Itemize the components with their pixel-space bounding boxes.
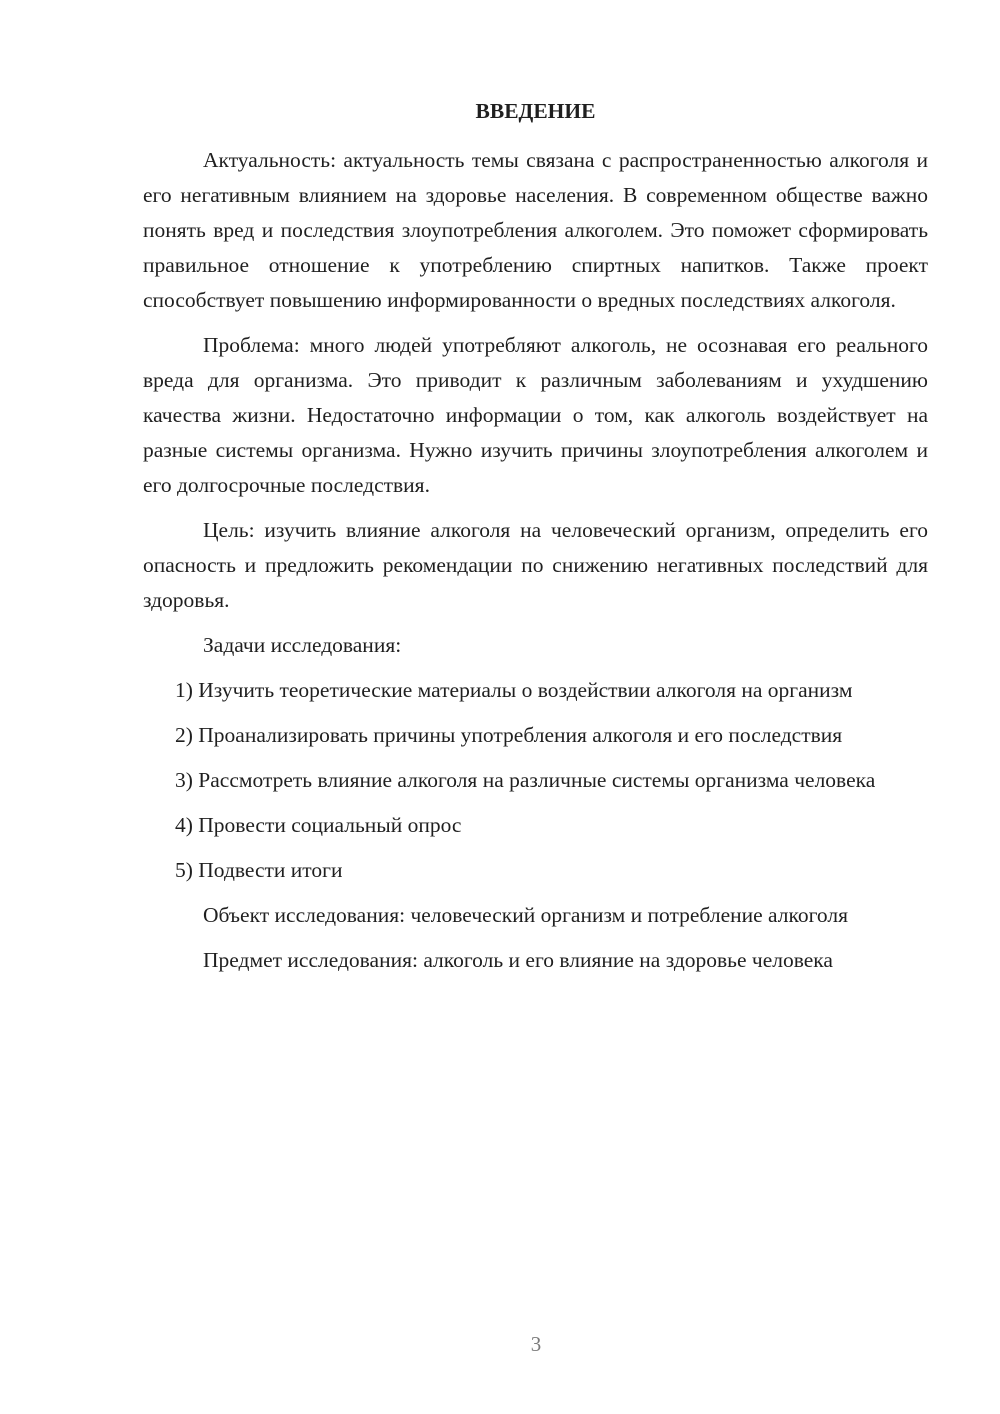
task-item-1: 1) Изучить теоретические материалы о воздействии алкоголя на организм (175, 678, 853, 702)
subject-paragraph: Предмет исследования: алкоголь и его влияние на здоровье человека (203, 948, 833, 972)
goal-paragraph: Цель: изучить влияние алкоголя на человеческий организм, определить его опасность и предложить рекомендации по снижению негативных последствий для здоровья. (143, 518, 928, 612)
task-item-5: 5) Подвести итоги (175, 858, 343, 882)
tasks-list (143, 673, 928, 888)
task-item-4: 4) Провести социальный опрос (175, 813, 462, 837)
task-item-2: 2) Проанализировать причины употребления алкоголя и его последствия (175, 723, 843, 747)
section-heading: ВВЕДЕНИЕ (475, 99, 596, 123)
tasks-title: Задачи исследования: (203, 633, 402, 657)
page-number: 3 (530, 1332, 542, 1356)
problem-paragraph: Проблема: много людей употребляют алкоголь, не осознавая его реального вреда для организма. Это приводит к различным заболеваниям и ухудшению качества жизни. Недостаточно информации о том, как алкоголь воздействует на разные системы организма. Нужно изучить причины злоупотребления алкоголем и его долгосрочные последствия. (143, 333, 928, 497)
task-item-3: 3) Рассмотреть влияние алкоголя на различные системы организма человека (175, 768, 876, 792)
relevance-paragraph: Актуальность: актуальность темы связана с распространенностью алкоголя и его негативным влиянием на здоровье населения. В современном обществе важно понять вред и последствия злоупотребления алкоголем. Это поможет сформировать правильное отношение к употреблению спиртных напитков. Также проект способствует повышению информированности о вредных последствиях алкоголя. (143, 148, 928, 312)
page-content (143, 94, 928, 988)
object-paragraph: Объект исследования: человеческий организм и потребление алкоголя (203, 903, 848, 927)
